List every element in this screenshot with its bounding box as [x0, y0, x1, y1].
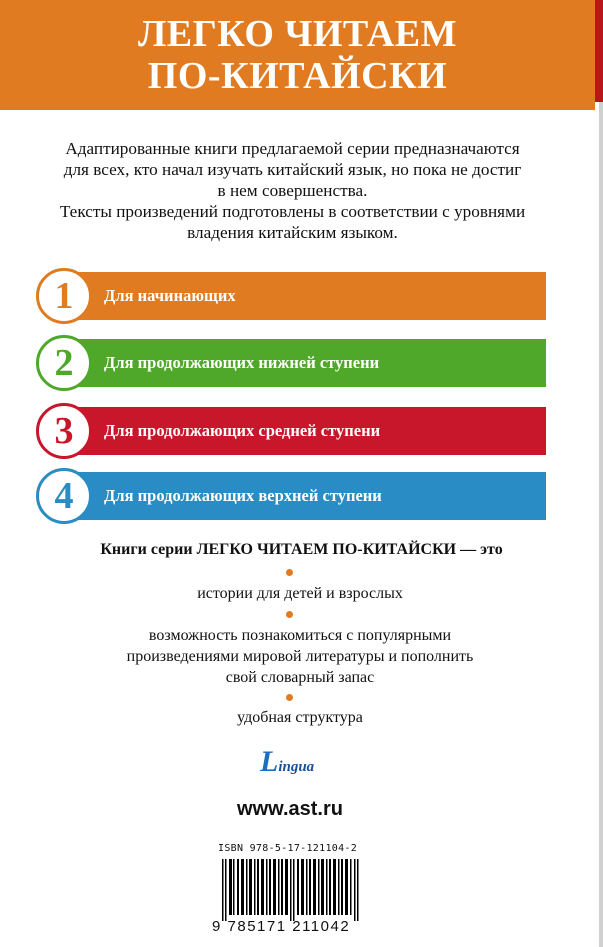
edge-strip-gray [599, 102, 603, 947]
intro-line: Тексты произведений подготовлены в соответствии с уровнями [59, 202, 526, 221]
series-title-line2: ПО-КИТАЙСКИ [147, 55, 448, 97]
intro-text [20, 138, 565, 243]
level-3-number: 3 [36, 403, 92, 459]
bullet-dot [286, 569, 293, 576]
publisher-website: www.ast.ru [237, 798, 343, 820]
logo-text: ingua [278, 759, 315, 775]
level-3-label: Для продолжающих средней ступени [104, 421, 381, 440]
intro-line: владения китайским языком. [187, 223, 398, 242]
bullet-item-line: свой словарный запас [225, 669, 375, 686]
level-2 [36, 335, 546, 391]
level-1-number: 1 [36, 268, 92, 324]
level-4 [36, 468, 546, 524]
isbn-number: ISBN 978-5-17-121104-2 [218, 843, 358, 854]
level-2-label: Для продолжающих нижней ступени [104, 353, 380, 372]
level-2-number: 2 [36, 335, 92, 391]
bullet-item-line: произведениями мировой литературы и пополнить [126, 648, 474, 665]
bullet-item [20, 625, 580, 688]
bullet-item-line: возможность познакомиться с популярными [148, 627, 452, 644]
edge-strip-red [595, 0, 603, 102]
logo-letter: L [260, 745, 279, 778]
barcode-graphic [222, 859, 364, 921]
level-1-label: Для начинающих [104, 286, 236, 305]
cover-header [0, 0, 595, 110]
intro-line: для всех, кто начал изучать китайский язык, но пока не достиг [63, 160, 522, 179]
level-1 [36, 268, 546, 324]
bullet-item: удобная структура [237, 709, 363, 726]
intro-line: Адаптированные книги предлагаемой серии предназначаются [65, 139, 520, 158]
intro-line: в нем совершенства. [217, 181, 368, 200]
ean-number: 9 785171 211042 [212, 918, 351, 935]
level-4-number: 4 [36, 468, 92, 524]
bullet-item: истории для детей и взрослых [197, 585, 403, 602]
bullet-dot [286, 611, 293, 618]
level-3 [36, 403, 546, 459]
bullet-dot [286, 694, 293, 701]
series-description-title: Книги серии ЛЕГКО ЧИТАЕМ ПО-КИТАЙСКИ — это [100, 541, 503, 558]
level-4-label: Для продолжающих верхней ступени [104, 486, 382, 505]
publisher-logo [260, 747, 314, 777]
series-title-line1: ЛЕГКО ЧИТАЕМ [137, 13, 458, 55]
